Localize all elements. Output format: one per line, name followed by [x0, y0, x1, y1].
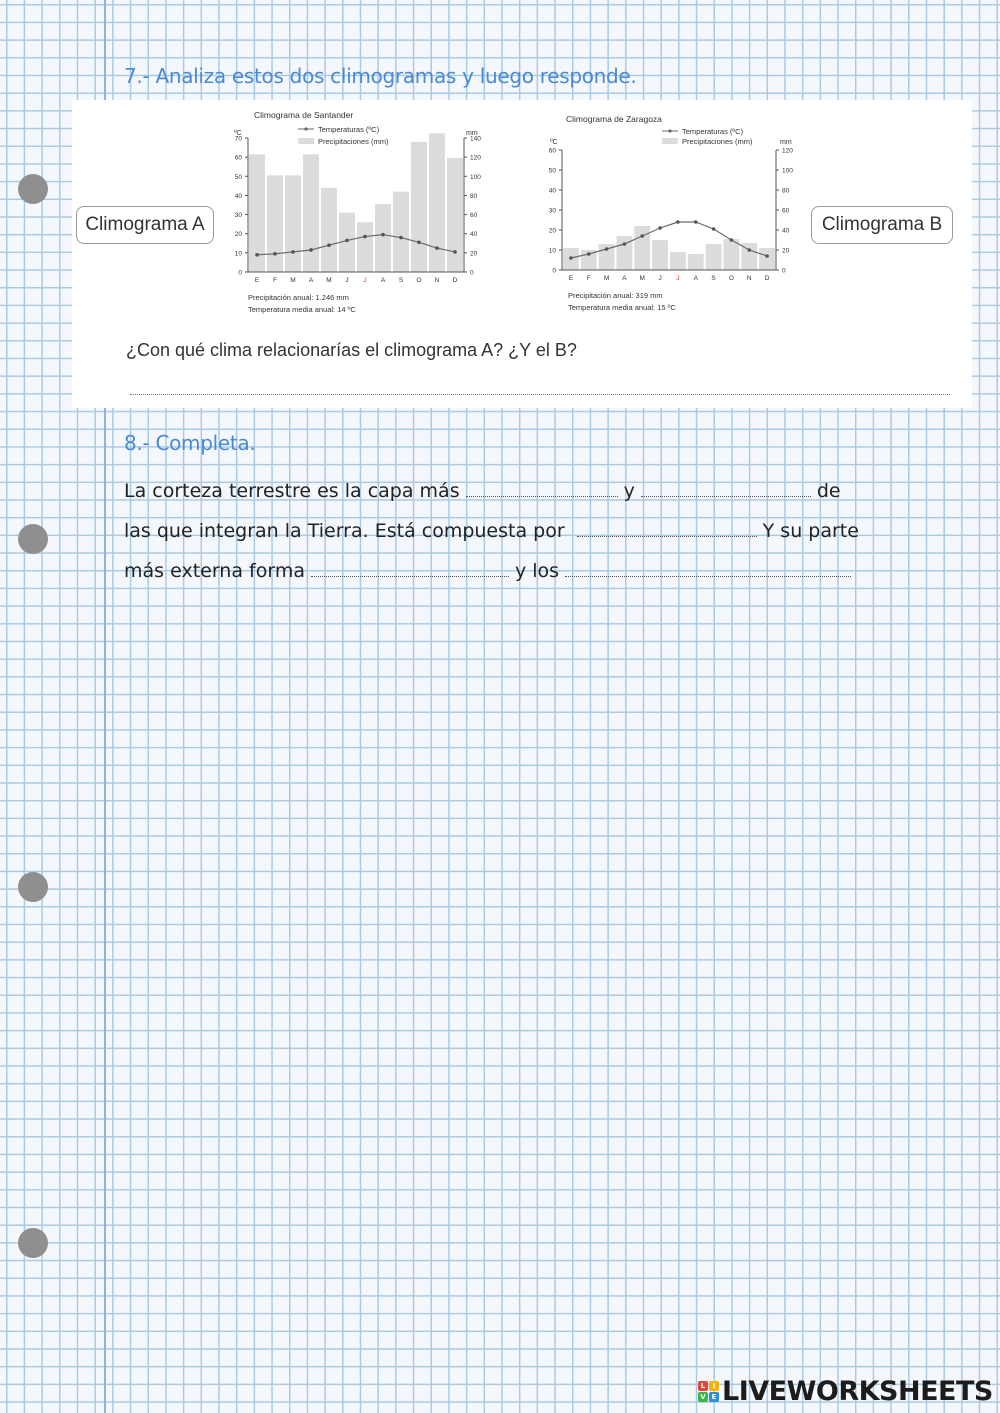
precipitation-bar — [688, 254, 704, 270]
fill-line-1 — [124, 480, 841, 502]
right-tick-label: 40 — [782, 227, 790, 235]
left-tick-label: 70 — [234, 135, 242, 143]
climograms-panel — [72, 100, 972, 408]
precipitation-bar — [634, 226, 650, 270]
binder-hole — [18, 174, 48, 204]
chart-title: Climograma de Zaragoza — [566, 114, 662, 124]
month-label: M — [290, 277, 296, 284]
temperature-point — [435, 246, 439, 250]
right-tick-label: 60 — [470, 212, 478, 220]
annual-precipitation-note: Precipitación anual: 319 mm — [568, 291, 663, 300]
legend-bar-swatch — [662, 138, 678, 144]
right-tick-label: 20 — [470, 250, 478, 258]
right-tick-label: 0 — [470, 269, 474, 277]
temperature-point — [345, 239, 349, 243]
climogram-santander — [228, 108, 492, 318]
month-label: N — [434, 277, 440, 284]
month-label: E — [568, 275, 574, 282]
month-label: J — [345, 277, 349, 284]
climogram-a-label[interactable]: Climograma A — [76, 206, 214, 244]
month-label: A — [308, 277, 314, 284]
month-label: E — [254, 277, 260, 284]
month-label: O — [416, 277, 422, 284]
precipitation-bar — [429, 133, 445, 272]
question-7-heading: 7.- Analiza estos dos climogramas y luego responde. — [124, 64, 637, 88]
month-label: A — [693, 275, 698, 282]
month-label: F — [273, 277, 277, 284]
legend-line-marker — [304, 127, 307, 130]
binder-hole — [18, 872, 48, 902]
temperature-point — [273, 252, 277, 256]
temperature-point — [453, 250, 457, 254]
fill-text-segment: más externa forma — [124, 560, 305, 582]
precipitation-bar — [411, 142, 427, 272]
month-label: J — [363, 277, 367, 284]
legend-line-marker — [668, 129, 671, 132]
logo-mark-icon: L I V E — [698, 1381, 719, 1402]
temperature-point — [640, 234, 644, 238]
temperature-point — [381, 233, 385, 237]
precipitation-bar — [303, 154, 319, 272]
temperature-point — [327, 243, 331, 247]
precipitation-bar — [285, 175, 301, 272]
right-tick-label: 60 — [782, 207, 790, 215]
left-tick-label: 10 — [234, 250, 242, 258]
left-tick-label: 40 — [548, 187, 556, 195]
climogram-zaragoza — [548, 112, 810, 318]
temperature-point — [605, 247, 609, 251]
right-tick-label: 140 — [470, 135, 481, 143]
legend-temperature: Temperaturas (ºC) — [318, 125, 380, 134]
month-label: J — [658, 275, 662, 282]
temperature-point — [587, 252, 591, 256]
left-tick-label: 0 — [238, 269, 242, 277]
temperature-point — [676, 220, 680, 224]
binder-hole — [18, 524, 48, 554]
temperature-point — [658, 226, 662, 230]
month-label: M — [639, 275, 645, 282]
binder-hole — [18, 1228, 48, 1258]
temperature-point — [569, 256, 573, 260]
temperature-point — [399, 236, 403, 240]
question-8-heading: 8.- Completa. — [124, 431, 256, 455]
blank-answer-3[interactable] — [577, 522, 757, 537]
blank-answer-2[interactable] — [641, 482, 811, 497]
precipitation-bar — [393, 192, 409, 272]
chart-title: Climograma de Santander — [254, 110, 354, 120]
blank-answer-5[interactable] — [565, 562, 851, 577]
precipitation-bar — [706, 244, 722, 270]
legend-temperature: Temperaturas (ºC) — [682, 127, 744, 136]
month-label: J — [676, 275, 680, 282]
precipitation-bar — [321, 188, 337, 272]
right-tick-label: 100 — [470, 173, 481, 181]
right-tick-label: 120 — [470, 154, 481, 162]
question-7-text: ¿Con qué clima relacionarías el climograma A? ¿Y el B? — [126, 340, 577, 360]
legend-precipitation: Precipitaciones (mm) — [318, 137, 389, 146]
temperature-point — [747, 248, 751, 252]
fill-text-segment: las que integran la Tierra. Está compuesta por — [124, 520, 565, 542]
annual-precipitation-note: Precipitación anual: 1.246 mm — [248, 293, 349, 302]
left-tick-label: 40 — [234, 192, 242, 200]
temperature-point — [730, 238, 734, 242]
left-tick-label: 0 — [552, 267, 556, 275]
month-label: A — [380, 277, 386, 284]
month-label: M — [603, 275, 610, 282]
right-axis-unit: mm — [466, 130, 478, 137]
precipitation-bar — [267, 175, 283, 272]
right-axis-unit: mm — [780, 139, 792, 146]
temperature-point — [255, 253, 259, 257]
right-tick-label: 80 — [782, 187, 790, 195]
liveworksheets-logo[interactable] — [698, 1376, 993, 1407]
month-label: S — [398, 277, 404, 284]
month-label: S — [711, 275, 716, 282]
left-tick-label: 20 — [234, 231, 242, 239]
right-tick-label: 100 — [782, 167, 793, 175]
right-tick-label: 40 — [470, 231, 478, 239]
right-tick-label: 120 — [782, 147, 793, 155]
fill-line-3 — [124, 560, 857, 582]
left-tick-label: 30 — [548, 207, 556, 215]
precipitation-bar — [652, 240, 668, 270]
month-label: N — [746, 275, 752, 282]
right-tick-label: 20 — [782, 247, 790, 255]
month-label: O — [728, 275, 734, 282]
left-axis-unit: ºC — [550, 139, 558, 146]
month-label: A — [622, 275, 627, 282]
left-tick-label: 60 — [548, 147, 556, 155]
temperature-point — [712, 227, 716, 231]
left-tick-label: 10 — [548, 247, 556, 255]
annual-temperature-note: Temperatura media anual: 14 ºC — [248, 305, 356, 314]
right-tick-label: 80 — [470, 192, 478, 200]
left-tick-label: 50 — [548, 167, 556, 175]
precipitation-bar — [447, 158, 463, 272]
left-tick-label: 30 — [234, 212, 242, 220]
temperature-point — [623, 242, 627, 246]
fill-text-segment: y los — [514, 560, 560, 582]
logo-text: LIVEWORKSHEETS — [722, 1376, 993, 1407]
precipitation-bar — [375, 204, 391, 272]
month-label: D — [452, 277, 458, 284]
month-label: D — [764, 275, 770, 282]
left-axis-unit: ºC — [234, 130, 242, 137]
temperature-point — [417, 241, 421, 245]
left-tick-label: 60 — [234, 154, 242, 162]
fill-text-segment: de — [816, 480, 841, 502]
blank-answer-4[interactable] — [311, 562, 509, 577]
annual-temperature-note: Temperatura media anual: 15 ºC — [568, 303, 676, 312]
climogram-b-label[interactable]: Climograma B — [811, 206, 953, 244]
fill-text-segment: Y su parte — [762, 520, 859, 542]
fill-text-segment: La corteza terrestre es la capa más — [124, 480, 460, 502]
month-label: F — [586, 275, 591, 282]
month-label: M — [326, 277, 332, 284]
question-7-answer-field[interactable] — [130, 394, 950, 395]
precipitation-bar — [357, 222, 373, 272]
temperature-point — [309, 248, 313, 252]
temperature-point — [363, 235, 367, 239]
fill-line-2 — [124, 520, 859, 542]
precipitation-bar — [759, 248, 775, 270]
temperature-point — [694, 220, 698, 224]
fill-text-segment: y — [623, 480, 635, 502]
left-tick-label: 50 — [234, 173, 242, 181]
left-tick-label: 20 — [548, 227, 556, 235]
legend-bar-swatch — [298, 138, 314, 144]
precipitation-bar — [670, 252, 686, 270]
temperature-point — [765, 254, 769, 258]
blank-answer-1[interactable] — [466, 482, 618, 497]
right-tick-label: 0 — [782, 267, 786, 275]
temperature-point — [291, 250, 295, 254]
legend-precipitation: Precipitaciones (mm) — [682, 137, 753, 146]
